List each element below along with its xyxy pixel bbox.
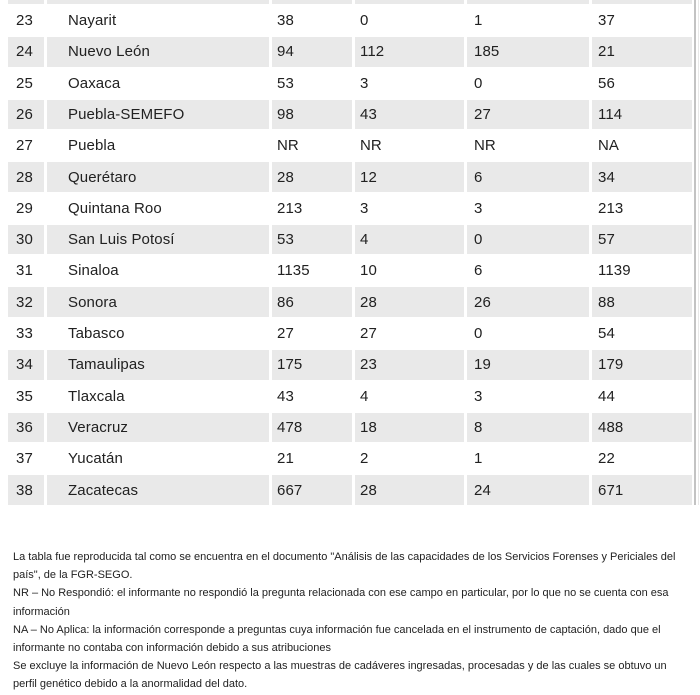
- table-row: [8, 256, 692, 286]
- state-name-cell: Puebla: [47, 131, 269, 161]
- value-cell: 38: [272, 6, 352, 36]
- value-cell: 22: [592, 444, 692, 474]
- data-table: [8, 0, 692, 505]
- table-row: [8, 131, 692, 161]
- value-cell: 54: [592, 319, 692, 349]
- value-cell: 213: [272, 194, 352, 224]
- value-cell: 24: [467, 475, 589, 505]
- value-cell: 1: [467, 6, 589, 36]
- table-row: [8, 319, 692, 349]
- row-number-cell: [8, 0, 44, 4]
- row-number-cell: 29: [8, 194, 44, 224]
- value-cell: 28: [355, 287, 464, 317]
- state-name-cell: Tlaxcala: [47, 381, 269, 411]
- row-number-cell: 34: [8, 350, 44, 380]
- footnote-source: La tabla fue reproducida tal como se encuentra en el documento "Análisis de las capacidades de los Servicios Forenses y Periciales del país", de la FGR-SEGO.: [13, 551, 676, 582]
- value-cell: [467, 0, 589, 4]
- value-cell: 213: [592, 194, 692, 224]
- value-cell: 1139: [592, 256, 692, 286]
- footnote-nr: NR – No Respondió: el informante no respondió la pregunta relacionada con ese campo en particular, por lo que no se cuenta con esa información: [13, 587, 669, 618]
- value-cell: 27: [467, 100, 589, 130]
- row-number-cell: 30: [8, 225, 44, 255]
- state-name-cell: Querétaro: [47, 162, 269, 192]
- value-cell: 21: [592, 37, 692, 67]
- value-cell: 114: [592, 100, 692, 130]
- state-name-cell: Nayarit: [47, 6, 269, 36]
- value-cell: 2: [355, 444, 464, 474]
- value-cell: 0: [355, 6, 464, 36]
- table-row: [8, 413, 692, 443]
- value-cell: 1135: [272, 256, 352, 286]
- value-cell: 4: [355, 381, 464, 411]
- value-cell: 671: [592, 475, 692, 505]
- value-cell: 3: [355, 194, 464, 224]
- table-row: [8, 225, 692, 255]
- state-name-cell: Sonora: [47, 287, 269, 317]
- table-row: [8, 6, 692, 36]
- value-cell: [355, 0, 464, 4]
- table-row: [8, 381, 692, 411]
- value-cell: 0: [467, 225, 589, 255]
- value-cell: 667: [272, 475, 352, 505]
- state-name-cell: Puebla-SEMEFO: [47, 100, 269, 130]
- value-cell: 23: [355, 350, 464, 380]
- state-name-cell: [47, 0, 269, 4]
- value-cell: [592, 0, 692, 4]
- state-name-cell: Veracruz: [47, 413, 269, 443]
- value-cell: 27: [272, 319, 352, 349]
- row-number-cell: 25: [8, 68, 44, 98]
- state-name-cell: Tamaulipas: [47, 350, 269, 380]
- value-cell: 88: [592, 287, 692, 317]
- state-name-cell: Tabasco: [47, 319, 269, 349]
- state-name-cell: San Luis Potosí: [47, 225, 269, 255]
- value-cell: 478: [272, 413, 352, 443]
- value-cell: 1: [467, 444, 589, 474]
- value-cell: 28: [355, 475, 464, 505]
- value-cell: 8: [467, 413, 589, 443]
- value-cell: 3: [467, 381, 589, 411]
- row-number-cell: 27: [8, 131, 44, 161]
- value-cell: 53: [272, 225, 352, 255]
- vertical-scrollbar[interactable]: [694, 0, 696, 505]
- table-row: [8, 162, 692, 192]
- value-cell: 98: [272, 100, 352, 130]
- value-cell: 44: [592, 381, 692, 411]
- row-number-cell: 28: [8, 162, 44, 192]
- row-number-cell: 37: [8, 444, 44, 474]
- table-row: [8, 287, 692, 317]
- value-cell: NA: [592, 131, 692, 161]
- table-row: [8, 68, 692, 98]
- table-row: [8, 37, 692, 67]
- clipped-previous-row: [8, 0, 692, 4]
- value-cell: [272, 0, 352, 4]
- value-cell: 21: [272, 444, 352, 474]
- table-footnotes: [13, 548, 691, 694]
- table-row: [8, 194, 692, 224]
- value-cell: 6: [467, 162, 589, 192]
- scrollbar-track: [698, 0, 699, 505]
- value-cell: 185: [467, 37, 589, 67]
- value-cell: 3: [355, 68, 464, 98]
- value-cell: 4: [355, 225, 464, 255]
- state-name-cell: Oaxaca: [47, 68, 269, 98]
- value-cell: 86: [272, 287, 352, 317]
- state-name-cell: Sinaloa: [47, 256, 269, 286]
- table-row: [8, 350, 692, 380]
- row-number-cell: 23: [8, 6, 44, 36]
- value-cell: 0: [467, 68, 589, 98]
- row-number-cell: 38: [8, 475, 44, 505]
- value-cell: 53: [272, 68, 352, 98]
- footnote-exclusion: Se excluye la información de Nuevo León respecto a las muestras de cadáveres ingresadas, procesadas y de las cuales se obtuvo un perfil genético debido a la anormalidad del dato.: [13, 660, 667, 691]
- value-cell: NR: [355, 131, 464, 161]
- value-cell: 43: [355, 100, 464, 130]
- row-number-cell: 32: [8, 287, 44, 317]
- value-cell: 19: [467, 350, 589, 380]
- value-cell: 175: [272, 350, 352, 380]
- value-cell: 10: [355, 256, 464, 286]
- value-cell: 3: [467, 194, 589, 224]
- value-cell: 57: [592, 225, 692, 255]
- state-name-cell: Nuevo León: [47, 37, 269, 67]
- state-name-cell: Zacatecas: [47, 475, 269, 505]
- value-cell: 179: [592, 350, 692, 380]
- row-number-cell: 24: [8, 37, 44, 67]
- value-cell: 6: [467, 256, 589, 286]
- value-cell: NR: [467, 131, 589, 161]
- value-cell: 26: [467, 287, 589, 317]
- row-number-cell: 26: [8, 100, 44, 130]
- table-row: [8, 444, 692, 474]
- state-name-cell: Quintana Roo: [47, 194, 269, 224]
- row-number-cell: 36: [8, 413, 44, 443]
- value-cell: 488: [592, 413, 692, 443]
- footnote-na: NA – No Aplica: la información corresponde a preguntas cuya información fue cancelada en el instrumento de captación, dado que el informante no contaba con información debido a sus atribuciones: [13, 623, 661, 655]
- state-name-cell: Yucatán: [47, 444, 269, 474]
- value-cell: 112: [355, 37, 464, 67]
- value-cell: 37: [592, 6, 692, 36]
- value-cell: NR: [272, 131, 352, 161]
- value-cell: 43: [272, 381, 352, 411]
- value-cell: 94: [272, 37, 352, 67]
- row-number-cell: 35: [8, 381, 44, 411]
- table-rows: [8, 6, 692, 505]
- table-row: [8, 100, 692, 130]
- table-row: [8, 475, 692, 505]
- value-cell: 12: [355, 162, 464, 192]
- row-number-cell: 31: [8, 256, 44, 286]
- value-cell: 18: [355, 413, 464, 443]
- row-number-cell: 33: [8, 319, 44, 349]
- value-cell: 0: [467, 319, 589, 349]
- value-cell: 27: [355, 319, 464, 349]
- value-cell: 28: [272, 162, 352, 192]
- value-cell: 56: [592, 68, 692, 98]
- value-cell: 34: [592, 162, 692, 192]
